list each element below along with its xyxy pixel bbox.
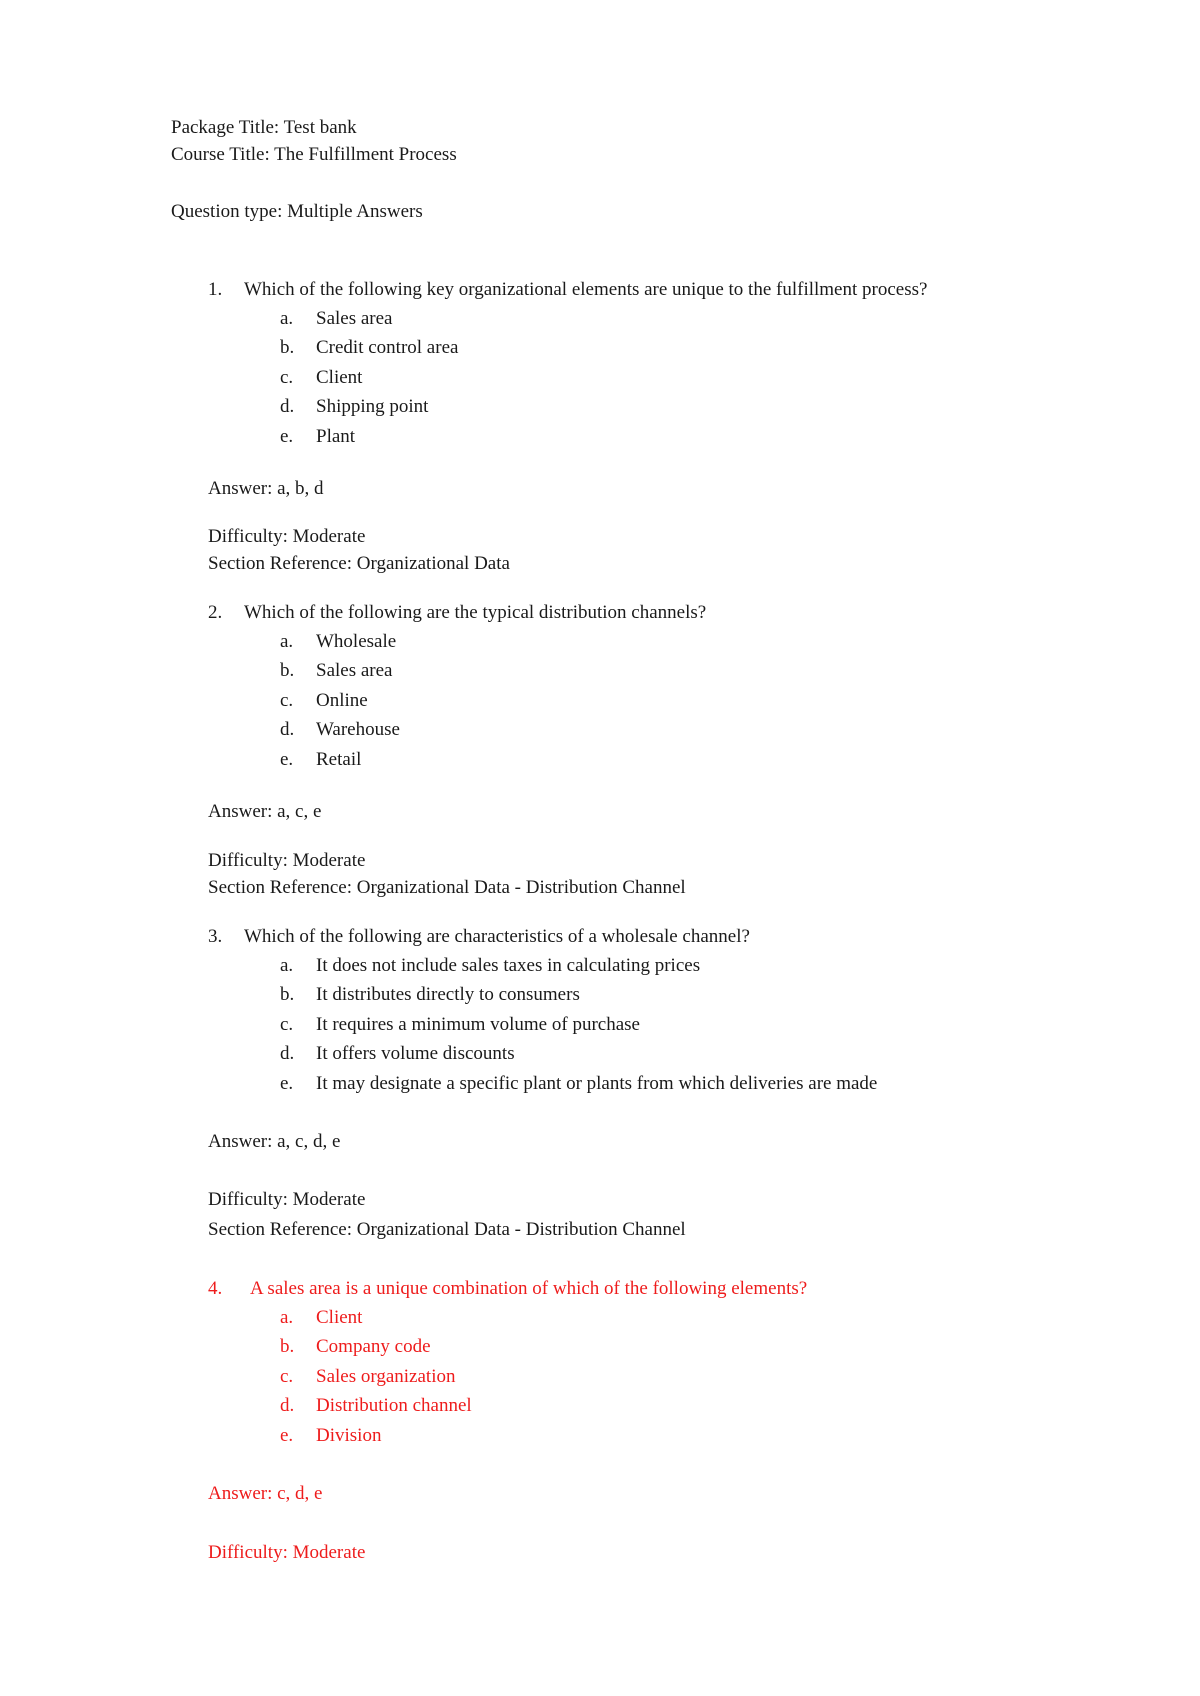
course-title: Course Title: The Fulfillment Process: [171, 144, 457, 165]
section-reference: Section Reference: Organizational Data - Distribution Channel: [208, 877, 686, 898]
option-letter: e.: [280, 749, 294, 770]
option-letter: a.: [280, 955, 294, 976]
option-letter: d.: [280, 1395, 295, 1416]
option-text: Plant: [316, 426, 356, 447]
difficulty: Difficulty: Moderate: [208, 850, 366, 871]
question-number: 4.: [208, 1278, 223, 1299]
option-text: Distribution channel: [316, 1395, 472, 1416]
option-letter: e.: [280, 1073, 294, 1094]
option-letter: c.: [280, 367, 294, 388]
question-text: Which of the following are the typical distribution channels?: [244, 602, 707, 623]
section-reference: Section Reference: Organizational Data: [208, 553, 510, 574]
option-letter: e.: [280, 426, 294, 447]
question-number: 3.: [208, 926, 223, 947]
option-text: It may designate a specific plant or plants from which deliveries are made: [316, 1073, 878, 1094]
answer: Answer: a, c, d, e: [208, 1131, 341, 1152]
option-text: Credit control area: [316, 337, 459, 358]
option-text: Shipping point: [316, 396, 429, 417]
option-text: Division: [316, 1425, 382, 1446]
option-letter: d.: [280, 1043, 295, 1064]
option-letter: c.: [280, 1366, 294, 1387]
difficulty: Difficulty: Moderate: [208, 1189, 366, 1210]
option-text: Wholesale: [316, 631, 397, 652]
question-number: 1.: [208, 279, 223, 300]
difficulty: Difficulty: Moderate: [208, 526, 366, 547]
option-letter: b.: [280, 984, 295, 1005]
option-text: It requires a minimum volume of purchase: [316, 1014, 640, 1035]
answer: Answer: a, c, e: [208, 801, 322, 822]
package-title: Package Title: Test bank: [171, 117, 357, 138]
option-text: Client: [316, 1307, 363, 1328]
option-text: Sales organization: [316, 1366, 456, 1387]
question-type: Question type: Multiple Answers: [171, 201, 423, 222]
answer: Answer: c, d, e: [208, 1483, 323, 1504]
question-number: 2.: [208, 602, 223, 623]
question-text: A sales area is a unique combination of which of the following elements?: [250, 1278, 808, 1299]
option-letter: c.: [280, 1014, 294, 1035]
option-text: Online: [316, 690, 368, 711]
option-text: Retail: [316, 749, 362, 770]
option-letter: b.: [280, 660, 295, 681]
option-letter: b.: [280, 337, 295, 358]
option-text: Sales area: [316, 660, 393, 681]
option-text: It does not include sales taxes in calculating prices: [316, 955, 701, 976]
question-text: Which of the following are characteristics of a wholesale channel?: [244, 926, 750, 947]
option-letter: b.: [280, 1336, 295, 1357]
option-letter: e.: [280, 1425, 294, 1446]
answer: Answer: a, b, d: [208, 478, 324, 499]
option-letter: c.: [280, 690, 294, 711]
question-text: Which of the following key organizational elements are unique to the fulfillment process?: [244, 279, 928, 300]
option-text: Client: [316, 367, 363, 388]
difficulty: Difficulty: Moderate: [208, 1542, 366, 1563]
option-letter: a.: [280, 1307, 294, 1328]
option-text: It distributes directly to consumers: [316, 984, 580, 1005]
option-text: Sales area: [316, 308, 393, 329]
option-letter: a.: [280, 631, 294, 652]
option-letter: d.: [280, 396, 295, 417]
section-reference: Section Reference: Organizational Data - Distribution Channel: [208, 1219, 686, 1240]
option-letter: a.: [280, 308, 294, 329]
option-text: It offers volume discounts: [316, 1043, 515, 1064]
option-letter: d.: [280, 719, 295, 740]
option-text: Warehouse: [316, 719, 400, 740]
option-text: Company code: [316, 1336, 431, 1357]
